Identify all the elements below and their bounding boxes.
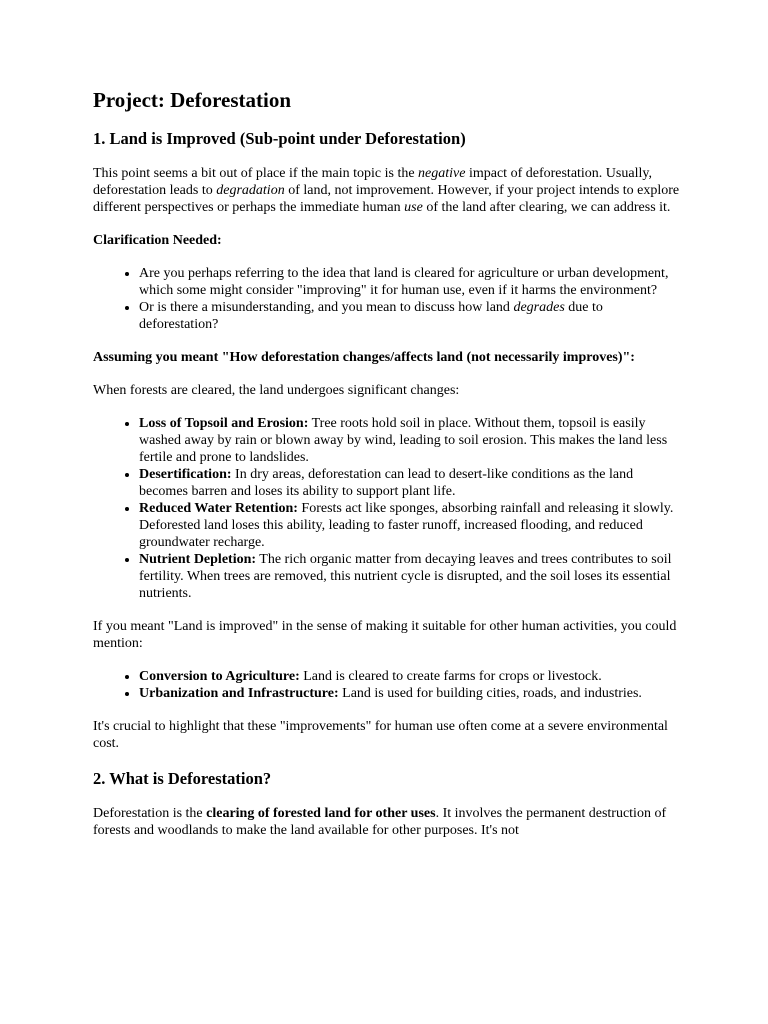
changes-list: [93, 415, 683, 602]
intro-emphasis-use: use: [404, 200, 423, 215]
list-item-term: Nutrient Depletion:: [139, 552, 257, 567]
section-2-paragraph: Deforestation is the clearing of forested land for other uses. It involves the permanent destruction of forests and woodlands to make the land available for other purposes. It's not: [93, 806, 667, 838]
clarification-list: [93, 265, 683, 333]
list-item: • Or is there a misunderstanding, and you mean to discuss how land degrades due to deforestation?: [139, 299, 683, 333]
list-item-text: Land is used for building cities, roads, and industries.: [338, 686, 642, 701]
list-item-text: Forests act like sponges, absorbing rainfall and releasing it slowly. Deforested land loses this ability, leading to faster runoff, increased flooding, and reduced groundwater recharge.: [139, 501, 674, 550]
changes-intro: When forests are cleared, the land undergoes significant changes:: [93, 383, 460, 398]
list-item: [139, 685, 683, 702]
section-1-conclusion: It's crucial to highlight that these "improvements" for human use often come at a severe environmental cost.: [93, 719, 668, 751]
intro-emphasis-degradation: degradation: [216, 183, 285, 198]
list-item: [139, 500, 683, 551]
document-title: Project: Deforestation: [93, 88, 292, 112]
list-item-term: Conversion to Agriculture:: [139, 669, 300, 684]
clarification-heading: Clarification Needed:: [93, 233, 222, 248]
list-item: • Are you perhaps referring to the idea that land is cleared for agriculture or urban development, which some might consider "improving" it for human use, even if it harms the environment?: [139, 265, 683, 299]
list-item-term: Loss of Topsoil and Erosion:: [139, 416, 309, 431]
list-item-term: Desertification:: [139, 467, 232, 482]
list-item-text: Tree roots hold soil in place. Without them, topsoil is easily washed away by rain or blown away by wind, leading to soil erosion. This makes the land less fertile and prone to landslides.: [139, 416, 668, 465]
intro-text-4: of the land after clearing, we can address it.: [422, 200, 671, 215]
list-item-text: In dry areas, deforestation can lead to desert-like conditions as the land becomes barren and loses its ability to support plant life.: [139, 467, 634, 499]
intro-emphasis-negative: negative: [418, 166, 466, 181]
section-1-intro: [93, 165, 683, 216]
list-item-term: Urbanization and Infrastructure:: [139, 686, 339, 701]
definition-emphasis: clearing of forested land for other uses: [206, 806, 436, 821]
list-item-term: Reduced Water Retention:: [139, 501, 298, 516]
section-2-heading: 2. What is Deforestation?: [93, 769, 272, 788]
document-page: [93, 86, 683, 855]
uses-list: [93, 668, 683, 702]
list-item: [139, 668, 683, 685]
intro-text-2: impact of deforestation. Usually, deforestation leads to: [93, 166, 652, 198]
intro-text-1: This point seems a bit out of place if the main topic is the: [93, 166, 419, 181]
assumption-heading: Assuming you meant "How deforestation changes/affects land (not necessarily improves)":: [93, 350, 635, 365]
list-item-text: The rich organic matter from decaying leaves and trees contributes to soil fertility. When trees are removed, this nutrient cycle is disrupted, and the soil loses its essential nutrients.: [139, 552, 672, 601]
list-item-text: Land is cleared to create farms for crops or livestock.: [299, 669, 602, 684]
emphasis-degrades: degrades: [513, 300, 565, 315]
intro-text-3: of land, not improvement. However, if your project intends to explore different perspectives or perhaps the immediate human: [93, 183, 680, 215]
list-item: [139, 415, 683, 466]
list-item: [139, 466, 683, 500]
improved-intro: If you meant "Land is improved" in the sense of making it suitable for other human activities, you could mention:: [93, 619, 677, 651]
section-1-heading: 1. Land is Improved (Sub-point under Deforestation): [93, 129, 466, 148]
list-item: [139, 551, 683, 602]
